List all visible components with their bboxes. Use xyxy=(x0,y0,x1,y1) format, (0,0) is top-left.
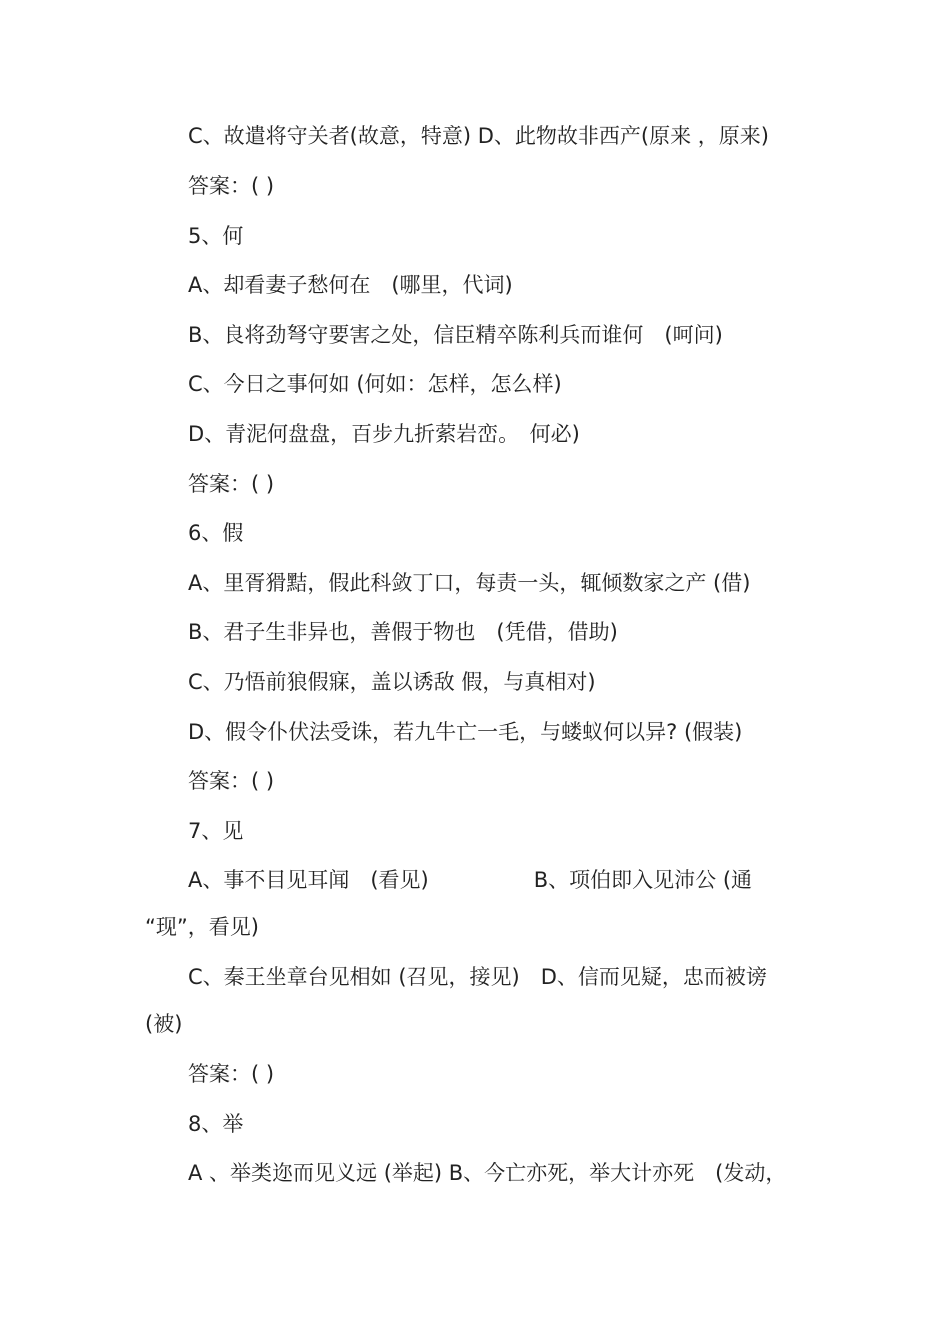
answer-line: 答案：( ) xyxy=(188,472,275,496)
option-line: D、假令仆伏法受诛，若九牛亡一毛，与蝼蚁何以异? (假装) xyxy=(188,720,743,744)
answer-line: 答案：( ) xyxy=(188,769,275,793)
option-line-continuation: (被) xyxy=(145,1012,183,1036)
question-heading: 6、假 xyxy=(188,521,244,545)
option-line: A、里胥猾黠，假此科敛丁口，每责一头，辄倾数家之产 (借) xyxy=(188,571,751,595)
question-heading: 5、何 xyxy=(188,224,244,248)
question-heading: 8、举 xyxy=(188,1112,244,1136)
option-line: A 、举类迩而见义远 (举起) B、今亡亦死，举大计亦死 (发动， xyxy=(188,1161,787,1185)
answer-line: 答案：( ) xyxy=(188,174,275,198)
option-line: C、今日之事何如 (何如：怎样，怎么样) xyxy=(188,372,562,396)
option-line-continuation: “现”，看见) xyxy=(145,915,259,939)
text-line: C、故遣将守关者(故意，特意) D、此物故非西产(原来 ，原来) xyxy=(188,124,769,148)
option-line: B、君子生非异也，善假于物也 (凭借，借助) xyxy=(188,620,618,644)
option-line: B、良将劲弩守要害之处，信臣精卒陈利兵而谁何 (呵问) xyxy=(188,323,723,347)
option-line: C、乃悟前狼假寐，盖以诱敌 假，与真相对) xyxy=(188,670,596,694)
option-line: C、秦王坐章台见相如 (召见，接见) D、信而见疑，忠而被谤 xyxy=(188,965,767,989)
option-line: A、事不目见耳闻 (看见) B、项伯即入见沛公 (通 xyxy=(188,868,753,892)
option-line: D、青泥何盘盘，百步九折萦岩峦。 何必) xyxy=(188,422,580,446)
question-heading: 7、见 xyxy=(188,819,244,843)
answer-line: 答案：( ) xyxy=(188,1062,275,1086)
option-line: A、却看妻子愁何在 (哪里，代词) xyxy=(188,273,513,297)
